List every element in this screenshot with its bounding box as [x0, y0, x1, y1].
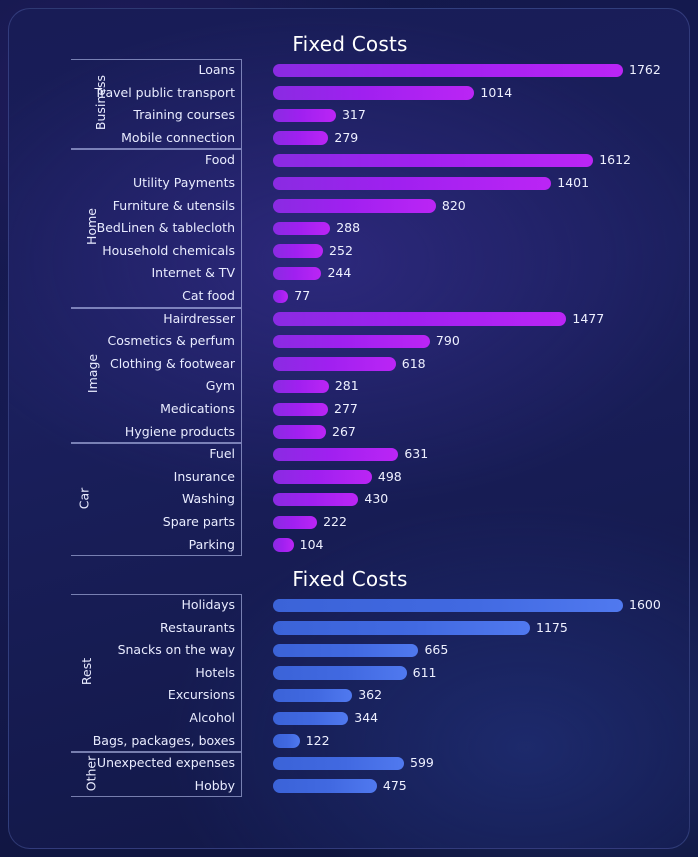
category-label: Excursions: [167, 687, 235, 703]
group-label: Car: [76, 487, 92, 509]
bar: [273, 64, 623, 78]
category-label: Holidays: [181, 597, 235, 612]
chart-title-top: Fixed Costs: [292, 32, 408, 56]
bar: [273, 779, 377, 793]
bar-row: [30, 308, 670, 331]
category-label: Medications: [160, 400, 235, 416]
category-label: Clothing & footwear: [109, 355, 235, 371]
bar: [273, 644, 418, 658]
bar: [273, 380, 329, 394]
bar-row: [30, 707, 670, 730]
bar: [273, 222, 330, 236]
bar-row: [30, 285, 670, 308]
bar: [273, 448, 398, 462]
bar-value-label: 1762: [629, 62, 661, 77]
category-label: Loans: [198, 62, 235, 77]
bar: [273, 712, 348, 726]
bar-value-label: 222: [323, 513, 347, 529]
bar-value-label: 475: [382, 777, 407, 793]
category-label: Hygiene products: [124, 423, 235, 439]
group-label: Rest: [79, 657, 95, 686]
category-group: [30, 59, 670, 149]
bar-value-label: 1600: [629, 597, 661, 612]
bar-row: [30, 594, 670, 617]
bar-row: [30, 617, 670, 640]
bar: [273, 154, 593, 168]
group-label: Home: [83, 208, 99, 246]
bar-row: [30, 534, 670, 557]
bar-row: [30, 240, 670, 263]
bar-row: [30, 421, 670, 444]
category-label: Hobby: [194, 777, 235, 793]
bar: [273, 621, 530, 635]
bar-value-label: 599: [410, 755, 434, 771]
plot-area-bottom: [30, 594, 670, 797]
bar-row: [30, 217, 670, 240]
bar: [273, 357, 396, 371]
bar-value-label: 288: [336, 220, 361, 236]
bar-value-label: 1477: [572, 310, 605, 326]
bar: [273, 244, 323, 258]
bar-value-label: 1175: [536, 619, 568, 635]
category-label: Mobile connection: [121, 129, 235, 145]
bar-row: [30, 172, 670, 195]
bar-value-label: 267: [332, 423, 356, 439]
category-group: [30, 149, 670, 307]
category-label: Hairdresser: [163, 310, 235, 326]
bar: [273, 599, 623, 613]
bar-value-label: 252: [329, 242, 353, 258]
bar: [273, 666, 407, 680]
bar: [273, 425, 326, 439]
bar: [273, 199, 436, 213]
bar-value-label: 790: [435, 333, 460, 349]
bar-row: [30, 104, 670, 127]
chart-fixed-costs-top: [9, 29, 690, 556]
category-group: [30, 752, 670, 797]
bar: [273, 734, 300, 748]
bar-value-label: 820: [441, 197, 466, 213]
bar-row: [30, 353, 670, 376]
bar-value-label: 77: [294, 287, 311, 303]
category-label: Bags, packages, boxes: [92, 732, 235, 748]
chart-fixed-costs-bottom: [9, 564, 690, 797]
bar-value-label: 281: [334, 378, 359, 394]
bar-row: [30, 775, 670, 798]
bar: [273, 493, 358, 507]
bar: [273, 312, 566, 326]
bar-row: [30, 488, 670, 511]
bar: [273, 757, 404, 771]
category-label: Internet & TV: [151, 265, 235, 281]
bar-value-label: 665: [424, 642, 449, 658]
bar-row: [30, 149, 670, 172]
category-label: Food: [205, 152, 235, 168]
bar-value-label: 344: [354, 710, 379, 725]
bar-row: [30, 639, 670, 662]
bar: [273, 267, 321, 281]
category-label: Utility Payments: [133, 174, 235, 190]
bar-value-label: 1401: [557, 174, 590, 190]
bar-row: [30, 443, 670, 466]
category-label: Hotels: [195, 664, 235, 680]
bar-row: [30, 398, 670, 421]
category-label: Training courses: [133, 107, 235, 123]
category-label: Alcohol: [189, 710, 235, 725]
category-label: Fuel: [209, 446, 235, 462]
bar: [273, 131, 328, 145]
category-label: Travel public transport: [94, 84, 235, 100]
category-label: Cosmetics & perfum: [107, 333, 235, 349]
category-label: Snacks on the way: [117, 642, 235, 658]
bar: [273, 109, 336, 123]
bar-row: [30, 375, 670, 398]
bar-value-label: 498: [377, 468, 402, 484]
bar-value-label: 104: [299, 536, 324, 552]
bar-row: [30, 59, 670, 82]
plot-area-top: [30, 59, 670, 556]
bar-value-label: 317: [341, 107, 366, 123]
category-label: Cat food: [182, 287, 235, 303]
category-group: [30, 443, 670, 556]
category-group: [30, 308, 670, 444]
bar-value-label: 430: [364, 491, 389, 507]
group-label: Business: [93, 75, 109, 131]
bar-row: [30, 730, 670, 753]
bar-row: [30, 82, 670, 105]
bar-value-label: 279: [334, 129, 359, 145]
category-group: [30, 594, 670, 752]
group-label: Image: [85, 354, 101, 394]
bar-value-label: 244: [327, 265, 352, 281]
bar: [273, 403, 328, 417]
bar-value-label: 122: [305, 732, 330, 748]
chart-title-bottom: Fixed Costs: [292, 567, 408, 591]
bar: [273, 538, 294, 552]
bar-row: [30, 684, 670, 707]
category-label: Household chemicals: [102, 242, 235, 258]
bar-value-label: 362: [358, 687, 383, 703]
category-label: BedLinen & tablecloth: [96, 220, 235, 236]
bar: [273, 86, 474, 100]
bar-value-label: 1612: [599, 152, 632, 168]
bar: [273, 335, 430, 349]
bar: [273, 290, 288, 304]
bar-value-label: 631: [404, 446, 429, 462]
bar: [273, 689, 352, 703]
bar-row: [30, 466, 670, 489]
category-label: Restaurants: [160, 619, 235, 635]
bar-value-label: 618: [401, 355, 426, 371]
category-label: Washing: [182, 491, 235, 507]
category-label: Furniture & utensils: [112, 197, 235, 213]
group-label: Other: [83, 755, 99, 792]
bar-row: [30, 127, 670, 150]
bar-row: [30, 195, 670, 218]
bar-row: [30, 262, 670, 285]
bar-value-label: 277: [334, 400, 358, 416]
category-label: Gym: [205, 378, 235, 394]
category-label: Insurance: [173, 468, 235, 484]
category-label: Unexpected expenses: [96, 755, 235, 771]
bar: [273, 516, 317, 530]
bar: [273, 177, 551, 191]
bar-row: [30, 511, 670, 534]
bar: [273, 470, 372, 484]
bar-row: [30, 752, 670, 775]
bar-row: [30, 330, 670, 353]
dashboard-panel: [8, 8, 690, 849]
bar-value-label: 1014: [480, 84, 513, 100]
category-label: Parking: [188, 536, 235, 552]
bar-value-label: 611: [412, 664, 437, 680]
category-label: Spare parts: [162, 513, 235, 529]
bar-row: [30, 662, 670, 685]
